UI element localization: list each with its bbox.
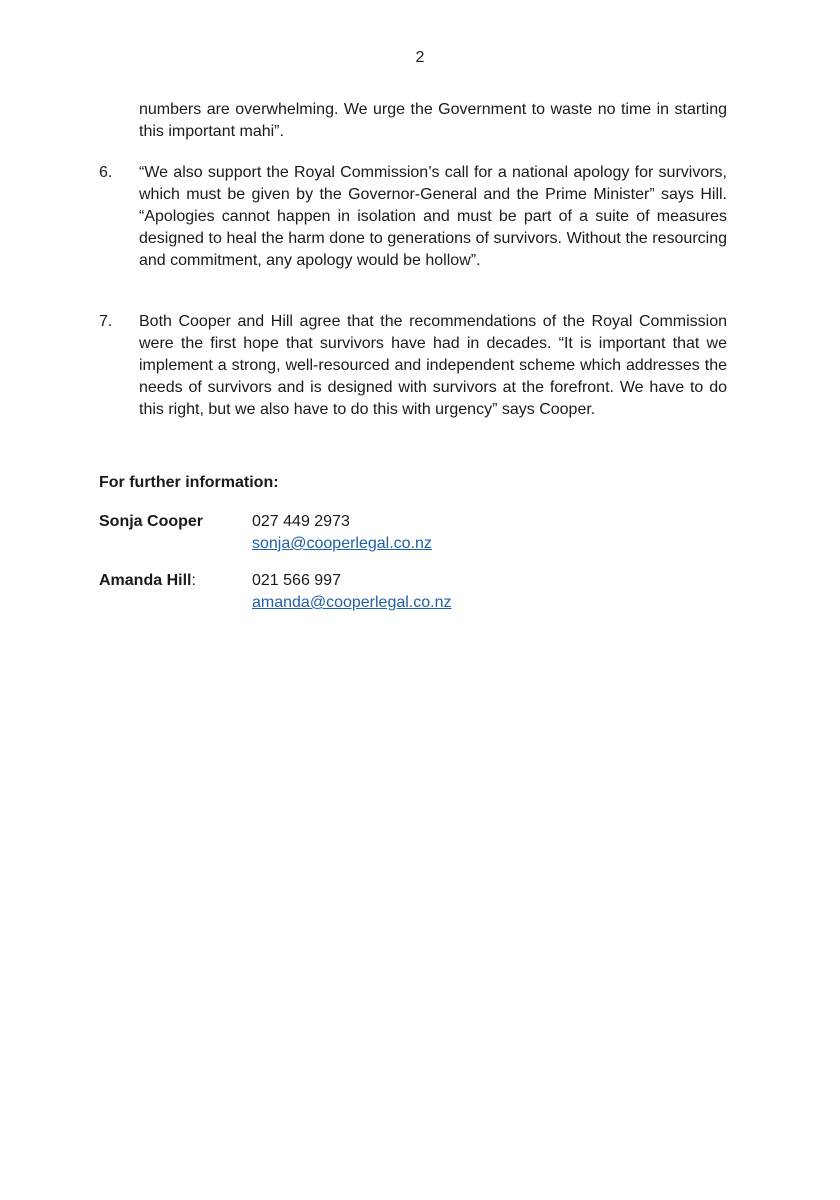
contact-phone: 021 566 997 <box>252 572 341 589</box>
contact-email-link[interactable]: amanda@cooperlegal.co.nz <box>252 594 452 611</box>
contact-name <box>99 570 196 592</box>
contact-details <box>252 511 432 555</box>
paragraph-text: Both Cooper and Hill agree that the recommendations of the Royal Commission were the first hope that survivors have had in decades. “It is important that we implement a strong, well-resourced and independent scheme which addresses the needs of survivors and is designed with survivors at the forefront. We have to do this right, but we also have to do this with urgency” says Cooper. <box>139 313 727 418</box>
paragraph-7 <box>99 311 727 421</box>
paragraph-text: “We also support the Royal Commission’s call for a national apology for survivors, which must be given by the Governor-General and the Prime Minister” says Hill. “Apologies cannot happen in isolation and must be part of a suite of measures designed to heal the harm done to generations of survivors. Without the resourcing and commitment, any apology would be hollow”. <box>139 164 727 269</box>
contact-details <box>252 570 451 614</box>
contact-name: Sonja Cooper <box>99 513 204 530</box>
contact-name-colon: : <box>191 572 196 589</box>
page-number: 2 <box>415 49 425 66</box>
paragraph-6 <box>99 162 727 272</box>
contact-heading: For further information: <box>99 474 279 491</box>
paragraph-number: 7. <box>99 313 113 330</box>
contact-email-link[interactable]: sonja@cooperlegal.co.nz <box>252 535 432 552</box>
continued-paragraph: numbers are overwhelming. We urge the Government to waste no time in starting this important mahi”. <box>139 101 727 140</box>
paragraph-number: 6. <box>99 164 113 181</box>
contact-name-text: Amanda Hill <box>99 572 192 589</box>
contact-phone: 027 449 2973 <box>252 513 350 530</box>
